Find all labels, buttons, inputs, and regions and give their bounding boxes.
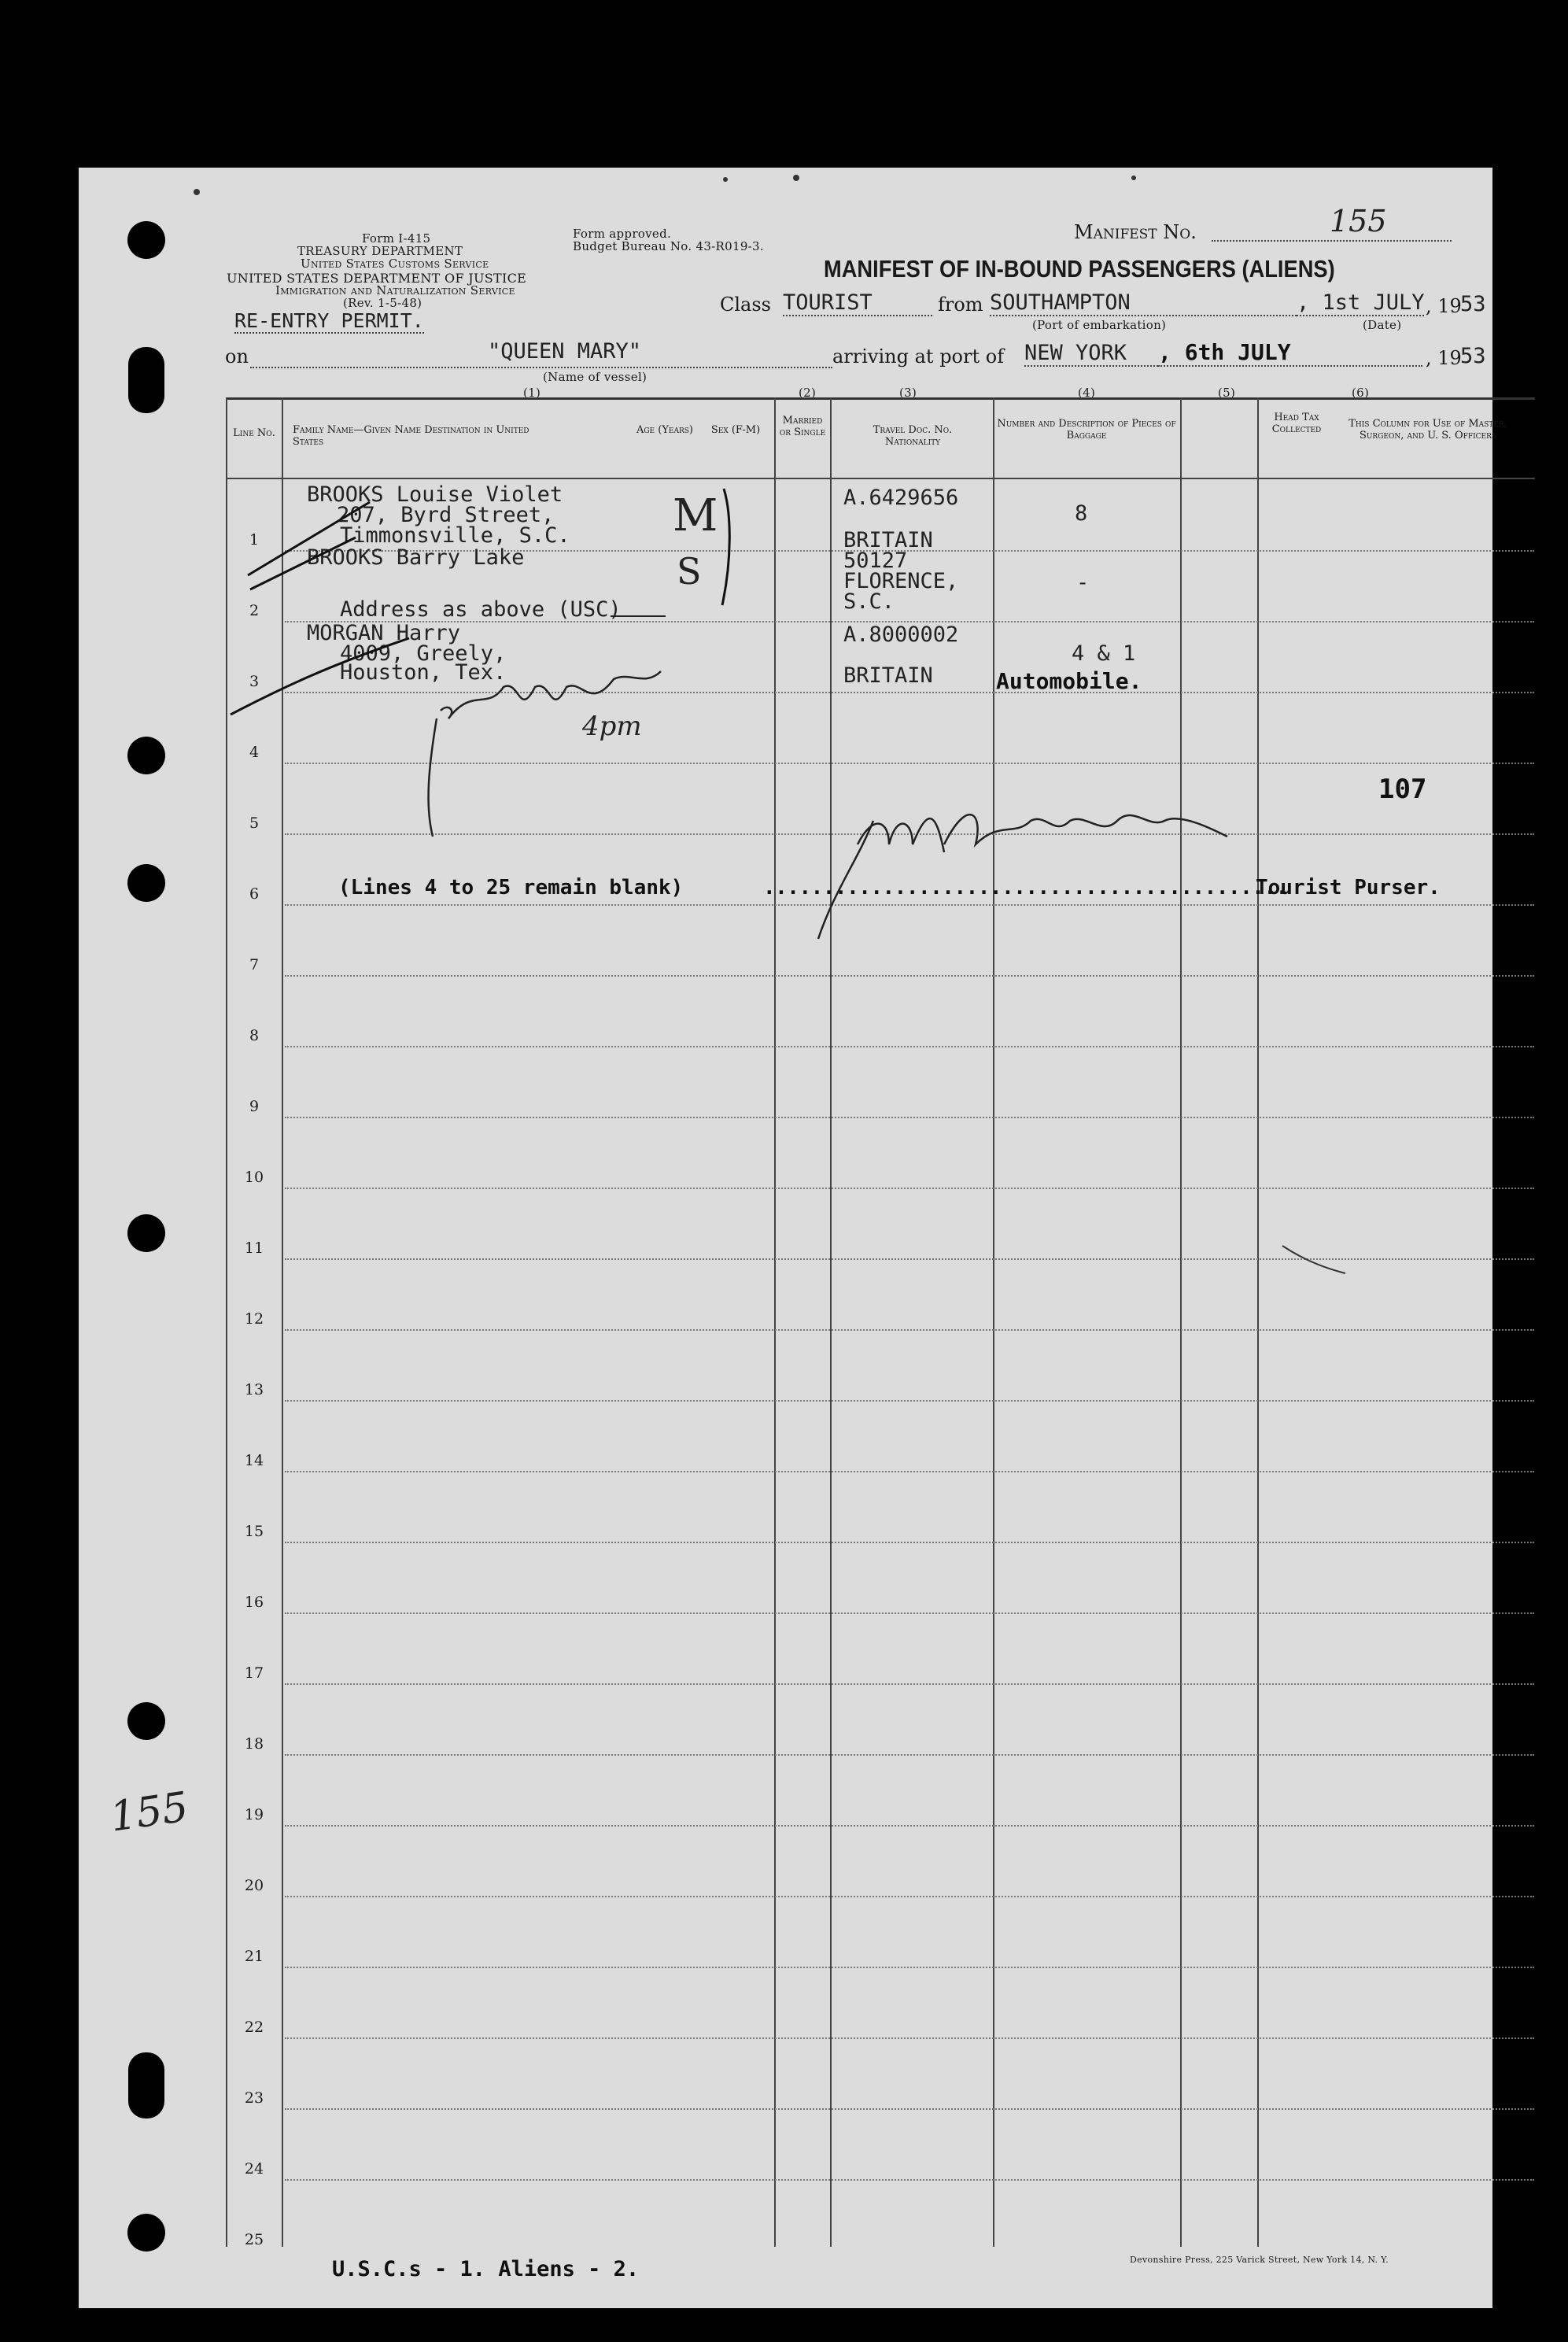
margin-number: 155 <box>107 1783 191 1841</box>
passenger-2-address: Address as above (USC) <box>340 597 622 622</box>
line-number: 25 <box>244 2231 264 2248</box>
from-label: from <box>938 294 983 316</box>
arrival-year: 53 <box>1460 344 1486 368</box>
departure-date: , 1st JULY <box>1297 290 1425 315</box>
date-caption: (Date) <box>1363 318 1402 332</box>
column-number: (2) <box>799 386 817 400</box>
port-embarkation-caption: (Port of embarkation) <box>1032 318 1167 332</box>
line-number: 9 <box>249 1098 260 1115</box>
passenger-1-city: Timmonsville, S.C. <box>340 523 570 548</box>
header-baggage: Number and Description of Pieces of Baggage <box>997 418 1176 441</box>
vessel-caption: (Name of vessel) <box>543 370 647 384</box>
year-prefix: , 19 <box>1426 295 1462 317</box>
passenger-1-baggage: 8 <box>1075 501 1088 526</box>
passenger-2-doc: 50127 <box>843 549 908 573</box>
manifest-sheet <box>79 168 1507 2308</box>
line-number: 13 <box>244 1381 264 1398</box>
line-number: 22 <box>244 2019 264 2036</box>
header-sex: Sex (F-M) <box>710 424 761 436</box>
header-travel-doc: Travel Doc. No. Nationality <box>873 424 953 448</box>
header-name: Family Name—Given Name Destination in United States <box>293 424 529 448</box>
arrival-date: , 6th JULY <box>1158 339 1422 367</box>
handwritten-marks <box>79 168 1492 2308</box>
passenger-2-name: BROOKS Barry Lake <box>307 545 525 570</box>
column-number: (3) <box>899 386 917 400</box>
passenger-3-baggage-type: Automobile. <box>996 668 1142 694</box>
passenger-3-doc: A.8000002 <box>843 622 959 647</box>
passenger-1-doc: A.6429656 <box>843 486 959 510</box>
line-number: 24 <box>244 2160 264 2178</box>
stamp-number: 107 <box>1378 774 1427 805</box>
column-number: (5) <box>1218 386 1236 400</box>
column-number: (6) <box>1352 386 1370 400</box>
dot-leaders: ............................................ <box>763 876 1288 899</box>
year-value: 53 <box>1460 292 1486 316</box>
blank-lines-note: (Lines 4 to 25 remain blank) <box>338 876 684 899</box>
line-number: 23 <box>244 2089 264 2107</box>
passenger-2-birthplace: FLORENCE, <box>843 569 959 593</box>
column-number: (1) <box>523 386 541 400</box>
vessel-name: "QUEEN MARY" <box>488 339 642 364</box>
footer-summary: U.S.C.s - 1. Aliens - 2. <box>332 2257 640 2281</box>
header-head-tax: Head Tax Collected <box>1271 412 1322 435</box>
passenger-3-city: Houston, Tex. <box>340 660 507 685</box>
class-value: TOURIST <box>783 290 932 316</box>
ins-label: Immigration and Naturalization Service <box>275 283 515 297</box>
arrival-port: NEW YORK <box>1024 341 1158 367</box>
line-number: 1 <box>249 531 260 549</box>
line-number: 15 <box>244 1523 264 1540</box>
passenger-1-name: BROOKS Louise Violet <box>307 482 563 507</box>
line-number: 18 <box>244 1735 264 1753</box>
passenger-3-address: 4009, Greely, <box>340 641 507 666</box>
form-approved: Form approved. <box>573 227 672 241</box>
arriving-label: arriving at port of <box>832 345 1005 368</box>
line-number: 3 <box>249 673 260 690</box>
line-number: 5 <box>249 815 260 832</box>
header-line-no: Line No. <box>233 427 275 439</box>
from-value: SOUTHAMPTON <box>990 290 1297 316</box>
column-number: (4) <box>1078 386 1096 400</box>
line-number: 21 <box>244 1948 264 1965</box>
line-number: 14 <box>244 1452 264 1469</box>
page-title: MANIFEST OF IN-BOUND PASSENGERS (ALIENS) <box>824 255 1335 283</box>
printer-imprint: Devonshire Press, 225 Varick Street, New York 14, N. Y. <box>1130 2255 1389 2265</box>
on-label: on <box>225 345 249 368</box>
form-number: Form I-415 <box>362 231 431 246</box>
justice-label: UNITED STATES DEPARTMENT OF JUSTICE <box>227 271 527 286</box>
passenger-3-baggage-count: 4 & 1 <box>1072 641 1136 666</box>
line-number: 4 <box>249 744 260 761</box>
line-number: 10 <box>244 1169 264 1186</box>
passenger-2-state: S.C. <box>843 589 895 614</box>
header-officers: This Column for Use of Master, Surgeon, and U. S. Officers <box>1348 418 1507 441</box>
passenger-1-nationality: BRITAIN <box>843 528 933 552</box>
header-married: Married or Single <box>779 415 826 438</box>
passenger-2-marital: S <box>677 550 702 593</box>
line-number: 11 <box>244 1239 264 1257</box>
class-label: Class <box>720 294 771 316</box>
customs-label: United States Customs Service <box>301 257 489 271</box>
manifest-no-value: 155 <box>1330 204 1387 238</box>
handwritten-time: 4pm <box>582 711 642 742</box>
passenger-3-nationality: BRITAIN <box>843 663 933 688</box>
tourist-purser: Tourist Purser. <box>1256 876 1441 899</box>
passenger-1-address: 207, Byrd Street, <box>337 503 555 527</box>
manifest-no-label: Manifest No. <box>1074 221 1197 243</box>
line-number: 2 <box>249 602 260 619</box>
line-number: 16 <box>244 1594 264 1611</box>
line-number: 8 <box>249 1027 260 1044</box>
line-number: 17 <box>244 1664 264 1682</box>
line-number: 12 <box>244 1310 264 1328</box>
passenger-3-name: MORGAN Harry <box>307 621 461 645</box>
rev-label: (Rev. 1-5-48) <box>343 296 422 310</box>
line-number: 20 <box>244 1877 264 1894</box>
line-number: 6 <box>249 885 260 903</box>
budget-bureau: Budget Bureau No. 43-R019-3. <box>573 239 764 253</box>
treasury-label: TREASURY DEPARTMENT <box>297 244 463 258</box>
line-number: 19 <box>244 1806 264 1823</box>
header-age: Age (Years) <box>636 424 694 436</box>
reentry-permit: RE-ENTRY PERMIT. <box>234 309 424 332</box>
passenger-1-marital: M <box>673 490 718 541</box>
line-number: 7 <box>249 956 260 973</box>
arrival-year-prefix: , 19 <box>1426 347 1462 369</box>
passenger-2-baggage: - <box>1076 571 1090 595</box>
